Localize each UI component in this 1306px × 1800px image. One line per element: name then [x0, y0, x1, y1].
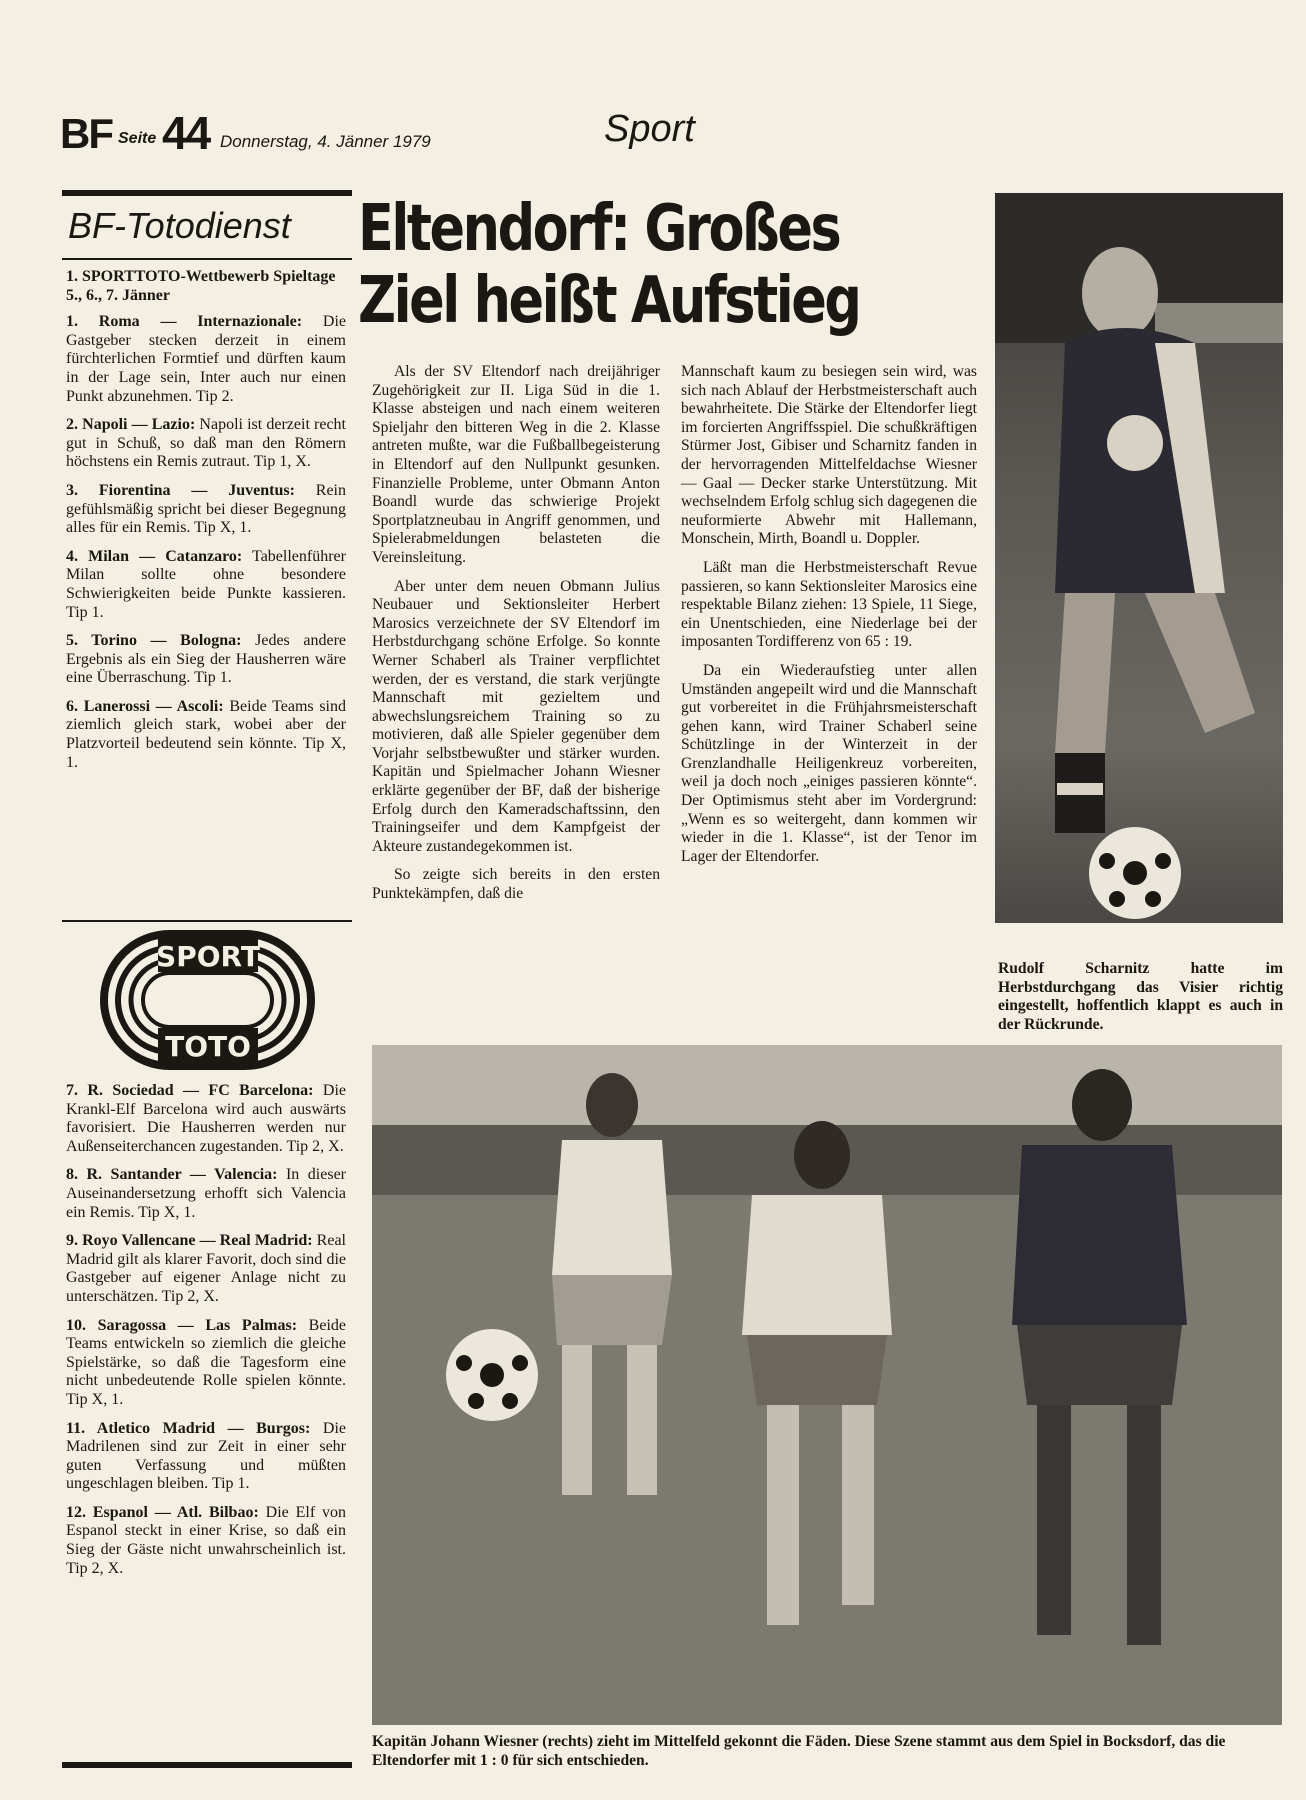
toto-tip-match: 10. Saragossa — Las Palmas:	[66, 1316, 298, 1334]
toto-tip-text: In dieser Auseinandersetzung erhofft sich Valencia ein Remis. Tip X, 1.	[66, 1166, 346, 1221]
issue-date: Donnerstag, 4. Jänner 1979	[220, 132, 431, 151]
toto-tip-text: Napoli ist derzeit recht gut in Schuß, so daß man den Römern höchstens ein Remis zutraut. Tip 1, X.	[66, 416, 346, 471]
toto-tip-text: Die Madrilenen sind zur Zeit in einer sehr guten Verfassung und müßten ungeschlagen bleiben. Tip 1.	[66, 1419, 346, 1493]
toto-tip	[66, 482, 346, 538]
toto-tip	[66, 416, 346, 472]
logo-bottom-word: TOTO	[165, 1030, 251, 1063]
toto-tip-text: Die Gastgeber stecken derzeit in einem fürchterlichen Formtief und dürften kaum in der Lage sein, Inter auch nur einen Punkt abzunehmen. Tip 2.	[66, 313, 346, 405]
toto-tip-match: 11. Atletico Madrid — Burgos:	[66, 1419, 311, 1437]
page-label: Seite	[118, 130, 157, 147]
player-photo	[995, 193, 1283, 923]
player-photo-caption: Rudolf Scharnitz hatte im Herbstdurchgang das Visier richtig eingestellt, hoffentlich klappt es auch in der Rückrunde.	[998, 960, 1283, 1033]
match-photo-caption: Kapitän Johann Wiesner (rechts) zieht im Mittelfeld gekonnt die Fäden. Diese Szene stammt aus dem Spiel in Bocksdorf, das die Eltendorfer mit 1 : 0 für sich entschieden.	[372, 1733, 1226, 1769]
article-paragraph: Aber unter dem neuen Obmann Julius Neubauer und Sektionsleiter Herbert Marosics verzeichnete der SV Eltendorf im Herbstdurchgang schöne Erfolge. So konnte Werner Schaberl als Trainer verpflichtet werden, der es verstand, die stark verjüngte Mannschaft mit gezieltem und abwechslungsreichem Training so zu motivieren, daß alle Spieler gegenüber dem Vorjahr selbstbewußter und stärker wurden. Kapitän und Spielmacher Johann Wiesner erklärte gegenüber der BF, daß der bisherige Erfolg durch den Kameradschaftssinn, den Trainingseifer und dem Kampfgeist der Akteure zustandegekommen ist.	[372, 577, 660, 855]
article-paragraph: So zeigte sich bereits in den ersten Punktekämpfen, daß die	[372, 866, 660, 903]
match-photo-illustration	[372, 1045, 1282, 1725]
article-paragraph: Da ein Wiederaufstieg unter allen Umständen angepeilt wird und die Mannschaft gut vorbereitet in die Frühjahrsmeisterschaft gehen kann, wird Trainer Schaberl seine Schützlinge in der Winterzeit in der Grenzlandhalle Heiligenkreuz vorbereiten, weil ja doch noch „einiges passieren könnte“. Der Optimismus steht aber im Vordergrund: „Wenn es so weitergeht, dann kommen wir wieder in die 1. Klasse“, ist der Tenor im Lager der Eltendorfer.	[681, 661, 977, 865]
toto-tip-match: 1. Roma — Internazionale:	[66, 313, 303, 331]
toto-tip-text: Beide Teams entwickeln so ziemlich die gleiche Spielstärke, so daß die Tagesform eine nicht unbedeutende Rolle spielen könnte. Tip X, 1.	[66, 1316, 346, 1408]
toto-tip-text: Tabellenführer Milan sollte ohne besondere Schwierigkeiten beide Punkte kassieren. Tip 1.	[66, 547, 346, 621]
toto-tip	[66, 698, 346, 772]
toto-tip-match: 8. R. Santander — Valencia:	[66, 1166, 278, 1184]
toto-tip	[66, 1082, 346, 1156]
article-headline	[358, 193, 866, 337]
toto-tip	[66, 548, 346, 622]
page-number: 44	[162, 107, 210, 159]
toto-tip-match: 9. Royo Vallencane — Real Madrid:	[66, 1232, 313, 1250]
toto-bottom-rule	[62, 1762, 352, 1768]
article-paragraph: Mannschaft kaum zu besiegen sein wird, was sich nach Ablauf der Herbstmeisterschaft auch bewahrheitete. Die Stärke der Eltendorfer liegt im forcierten Angriffsspiel. Die schußkräftigen Stürmer Jost, Gibiser und Scharnitz fanden in der hervorragenden Mittelfeldachse Wiesner — Gaal — Decker starke Unterstützung. Mit wechselndem Erfolg schlug sich dagegenen die neuformierte Abwehr mit Hallemann, Monschein, Mirth, Boandl u. Doppler.	[681, 363, 977, 548]
player-photo-illustration	[995, 193, 1283, 923]
toto-tip-text: Die Krankl-Elf Barcelona wird auch auswärts favorisiert. Die Hausherren werden nur Außenseiterchancen zugestanden. Tip 2, X.	[66, 1082, 346, 1155]
toto-tip-text: Jedes andere Ergebnis als ein Sieg der Hausherren wäre eine Überraschung. Tip 1.	[66, 632, 347, 687]
sport-toto-logo	[100, 930, 315, 1070]
toto-tips-top	[66, 268, 346, 782]
toto-tip-match: 7. R. Sociedad — FC Barcelona:	[66, 1082, 314, 1099]
competition-heading: 1. SPORTTOTO-Wettbewerb Spieltage 5., 6., 7. Jänner	[66, 268, 336, 304]
article-column-2	[681, 363, 977, 876]
toto-tips-bottom	[66, 1082, 346, 1588]
toto-tip	[66, 632, 346, 688]
toto-mid-rule	[62, 920, 352, 922]
article-column-1	[372, 363, 660, 914]
section-title: Sport	[604, 108, 695, 150]
toto-tip	[66, 313, 346, 406]
toto-tip-match: 2. Napoli — Lazio:	[66, 416, 196, 434]
toto-tip-match: 3. Fiorentina — Juventus:	[66, 481, 295, 499]
toto-tip-text: Rein gefühlsmäßig spricht bei dieser Begegnung alles für ein Remis. Tip X, 1.	[66, 481, 347, 537]
logo-top-word: SPORT	[156, 940, 260, 973]
toto-top-rule	[62, 190, 352, 196]
article-paragraph: Läßt man die Herbstmeisterschaft Revue passieren, so kann Sektionsleiter Marosics eine respektable Bilanz ziehen: 13 Spiele, 11 Siege, ein Unentschieden, eine Niederlage bei der imposanten Tordifferenz von 65 : 19.	[681, 558, 977, 651]
toto-tip-match: 12. Espanol — Atl. Bilbao:	[66, 1503, 259, 1521]
toto-tip-match: 4. Milan — Catanzaro:	[66, 547, 243, 565]
match-photo	[372, 1045, 1282, 1725]
toto-tip	[66, 1504, 346, 1578]
toto-tip	[66, 1317, 346, 1410]
article-paragraph: Als der SV Eltendorf nach dreijähriger Zugehörigkeit zur II. Liga Süd in die 1. Klasse absteigen und nach einem weiteren Spieljahr den bitteren Weg in die 2. Klasse antreten mußte, war die Fußballbegeisterung in Eltendorf auf den Nullpunkt gesunken. Finanzielle Probleme, unter Obmann Anton Boandl wurde das schwierige Projekt Sportplatzneubau in Angriff genommen, und Spielerabmeldungen belasteten die Vereinsleitung.	[372, 363, 660, 566]
toto-tip	[66, 1166, 346, 1222]
headline-line-2: Ziel heißt Aufstieg	[358, 264, 860, 338]
toto-tip	[66, 1232, 346, 1306]
toto-title-rule	[62, 258, 352, 260]
toto-tip-text: Real Madrid gilt als klarer Favorit, doch sind die Gastgeber auf eigener Anlage nicht zu unterschätzen. Tip 2, X.	[66, 1232, 347, 1305]
toto-tip-text: Die Elf von Espanol steckt in einer Krise, so daß ein Sieg der Gäste nicht unwahrscheinlich ist. Tip 2, X.	[66, 1503, 347, 1577]
toto-tip-match: 5. Torino — Bologna:	[66, 632, 242, 650]
headline-line-1: Eltendorf: Großes	[358, 192, 840, 266]
toto-tip-match: 6. Lanerossi — Ascoli:	[66, 697, 224, 715]
masthead-brand: BF	[60, 110, 112, 157]
toto-tip	[66, 1420, 346, 1494]
toto-tip-text: Beide Teams sind ziemlich gleich stark, wobei aber der Platzvorteil bedeutend sein könnte. Tip X, 1.	[66, 697, 347, 771]
toto-title: BF-Totodienst	[68, 205, 291, 246]
